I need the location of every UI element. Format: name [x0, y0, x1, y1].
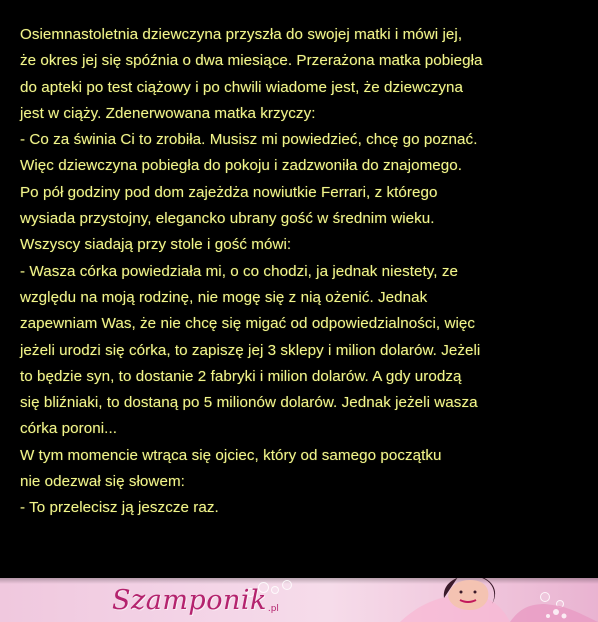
- site-logo-suffix: .pl: [267, 604, 279, 614]
- story-line: - To przelecisz ją jeszcze raz.: [20, 499, 219, 517]
- site-footer-banner[interactable]: [0, 578, 598, 622]
- decorative-woman-illustration-icon: [360, 578, 598, 622]
- site-logo[interactable]: [112, 584, 278, 618]
- story-line: do apteki po test ciążowy i po chwili wiadome jest, że dziewczyna: [20, 78, 464, 96]
- story-line: względu na moją rodzinę, nie mogę się z nią ożenić. Jednak: [20, 288, 428, 306]
- story-line: Wszyscy siadają przy stole i gość mówi:: [20, 236, 292, 254]
- story-line: - Wasza córka powiedziała mi, o co chodzi, ja jednak niestety, ze: [20, 262, 458, 280]
- story-text: [20, 22, 585, 522]
- story-line: Więc dziewczyna pobiegła do pokoju i zadzwoniła do znajomego.: [20, 157, 463, 175]
- story-line: Osiemnastoletnia dziewczyna przyszła do swojej matki i mówi jej,: [20, 26, 463, 43]
- story-line: nie odezwał się słowem:: [20, 473, 185, 491]
- site-logo-text: Szamponik: [112, 585, 267, 616]
- story-line: się bliźniaki, to dostaną po 5 milionów dolarów. Jednak jeżeli wasza: [20, 394, 478, 412]
- story-line: zapewniam Was, że nie chcę się migać od odpowiedzialności, więc: [20, 315, 476, 333]
- story-line: wysiada przystojny, elegancko ubrany gość w średnim wieku.: [20, 210, 435, 228]
- story-line: to będzie syn, to dostanie 2 fabryki i milion dolarów. A gdy urodzą: [20, 367, 462, 385]
- story-line: - Co za świnia Ci to zrobiła. Musisz mi powiedzieć, chcę go poznać.: [20, 131, 478, 149]
- story-line: W tym momencie wtrąca się ojciec, który od samego początku: [20, 446, 442, 464]
- story-line: córka poroni...: [20, 420, 117, 438]
- story-line: że okres jej się spóźnia o dwa miesiące. Przerażona matka pobiegła: [20, 52, 483, 70]
- story-line: Po pół godziny pod dom zajeżdża nowiutkie Ferrari, z którego: [20, 183, 438, 201]
- bubble-icon: [282, 580, 292, 590]
- story-line: jest w ciąży. Zdenerwowana matka krzyczy:: [20, 104, 316, 122]
- story-line: jeżeli urodzi się córka, to zapiszę jej 3 sklepy i milion dolarów. Jeżeli: [20, 341, 481, 359]
